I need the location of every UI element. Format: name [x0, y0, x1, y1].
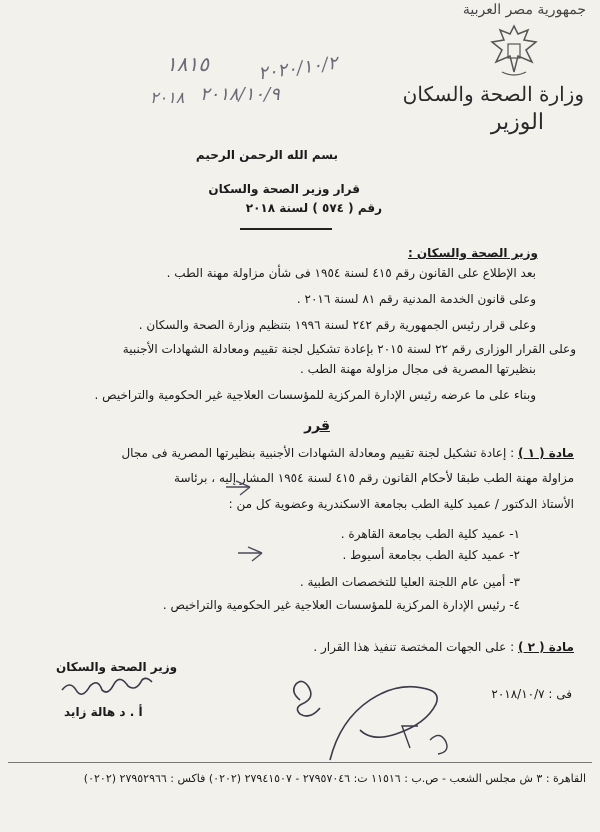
- basmala: بسم الله الرحمن الرحيم: [195, 148, 338, 162]
- handwritten-ref-date: ٢٠١٨/١٠/٩: [200, 84, 280, 105]
- handwritten-ref-number: ١٨١٥: [166, 52, 209, 76]
- handwritten-ref-year: ٢٠١٨: [150, 88, 185, 107]
- eagle-emblem-icon: [488, 22, 540, 80]
- article-1-line: الأستاذ الدكتور / عميد كلية الطب بجامعة الاسكندرية وعضوية كل من :: [228, 497, 574, 511]
- decision-heading: قرر: [304, 418, 330, 434]
- letterhead-minister: الوزير: [490, 110, 544, 135]
- committee-member: ٢- عميد كلية الطب بجامعة أسيوط .: [342, 548, 520, 562]
- preamble-line: وعلى قرار رئيس الجمهورية رقم ٢٤٢ لسنة ١٩٩٦ بتنظيم وزارة الصحة والسكان .: [138, 318, 536, 332]
- committee-member: ٣- أمين عام اللجنة العليا للتخصصات الطبية .: [299, 575, 520, 589]
- preamble-line: بعد الإطلاع على القانون رقم ٤١٥ لسنة ١٩٥٤ فى شأن مزاولة مهنة الطب .: [166, 266, 536, 280]
- preamble-line: وعلى القرار الوزارى رقم ٢٢ لسنة ٢٠١٥ بإعادة تشكيل لجنة تقييم ومعادلة الشهادات الأجنبية: [122, 342, 576, 356]
- preamble-header: وزير الصحة والسكان :: [407, 246, 538, 260]
- article-2-label: مادة ( ٢ ): [517, 640, 574, 654]
- committee-member: ١- عميد كلية الطب بجامعة القاهرة .: [340, 527, 520, 541]
- committee-member: ٤- رئيس الإدارة المركزية للمؤسسات العلاجية غير الحكومية والتراخيص .: [162, 598, 520, 612]
- letterhead-ministry: وزارة الصحة والسكان: [402, 82, 584, 106]
- decree-date: فى : ٢٠١٨/١٠/٧: [491, 687, 572, 701]
- preamble-line: وبناء على ما عرضه رئيس الإدارة المركزية للمؤسسات العلاجية غير الحكومية والتراخيص .: [94, 388, 536, 402]
- handwritten-annotation: [330, 687, 437, 760]
- preamble-line: وعلى قانون الخدمة المدنية رقم ٨١ لسنة ٢٠١٦ .: [296, 292, 536, 306]
- footer-divider: [8, 762, 592, 763]
- title-underline: [240, 228, 332, 230]
- footer-contact: القاهرة : ٣ ش مجلس الشعب - ص.ب : ١١٥١٦ ت: ٢٧٩٥٧٠٤٦ - ٢٧٩٤١٥٠٧ (٠٢٠٢) فاكس : ٢٧٩٥٢٩٦٦ (٠٢٠٢): [83, 772, 586, 785]
- decree-title: قرار وزير الصحة والسكان: [208, 182, 360, 196]
- article-1-line: مزاولة مهنة الطب طبقا لأحكام القانون رقم ٤١٥ لسنة ١٩٥٤ المشار إليه ، برئاسة: [174, 471, 574, 485]
- preamble-line: بنظيرتها المصرية فى مجال مزاولة مهنة الطب .: [299, 362, 536, 376]
- signature-title: وزير الصحة والسكان: [56, 660, 178, 674]
- arrow-mark: [238, 547, 262, 561]
- article-1-text: : إعادة تشكيل لجنة تقييم ومعادلة الشهادات الأجنبية بنظيرتها المصرية فى مجال: [121, 446, 515, 460]
- letterhead-country: جمهورية مصر العربية: [462, 2, 586, 18]
- article-1-label: مادة ( ١ ): [517, 446, 574, 460]
- decree-number: رقم ( ٥٧٤ ) لسنة ٢٠١٨: [245, 201, 382, 215]
- handwritten-ref-extra: ٢٠٢٠/١٠/٢: [256, 52, 339, 85]
- signature-name: أ . د هالة زايد: [64, 705, 143, 719]
- article-2-text: : على الجهات المختصة تنفيذ هذا القرار .: [313, 640, 515, 654]
- article-1-line: [121, 446, 574, 460]
- minister-signature-scrawl: [62, 678, 152, 694]
- article-2-line: [313, 640, 574, 654]
- approval-scrawl: [294, 681, 320, 716]
